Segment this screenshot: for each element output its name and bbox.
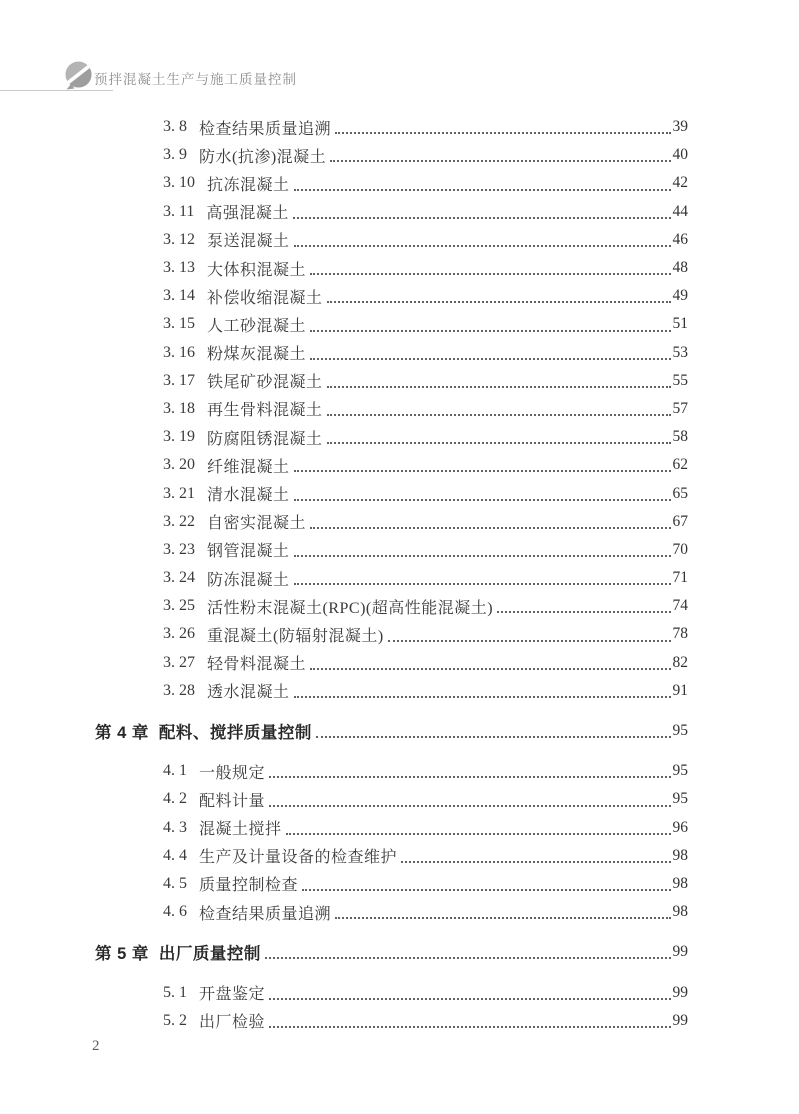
toc-entry-page: 42	[672, 174, 688, 192]
toc-list	[0, 113, 799, 1035]
toc-entry-title: 防水(抗渗)混凝土	[199, 148, 327, 166]
page-number: 2	[92, 1038, 100, 1054]
dot-leader	[294, 470, 671, 472]
toc-entry-title: 配料、搅拌质量控制	[158, 724, 312, 743]
toc-entry-page: 58	[672, 428, 688, 446]
dot-leader	[294, 189, 671, 191]
toc-entry-number: 3. 19	[163, 428, 195, 446]
toc-entry	[0, 978, 799, 1006]
dot-leader	[310, 668, 670, 670]
dot-leader	[294, 696, 671, 698]
toc-entry-number: 3. 27	[163, 653, 195, 671]
toc-entry-page: 95	[672, 762, 688, 780]
toc-entry-number: 4. 6	[163, 903, 187, 921]
toc-entry-page: 82	[672, 653, 688, 671]
toc-entry-number: 第 4 章	[95, 724, 149, 743]
toc-entry-page: 46	[672, 230, 688, 248]
toc-entry-page: 91	[672, 681, 688, 699]
toc-entry-number: 5. 2	[163, 1011, 187, 1029]
dot-leader	[294, 555, 671, 557]
toc-entry-page: 49	[672, 287, 688, 305]
toc-entry-number: 3. 20	[163, 456, 195, 474]
dot-leader	[327, 414, 671, 416]
toc-entry	[0, 226, 799, 254]
toc-entry	[0, 898, 799, 926]
toc-entry-number: 3. 13	[163, 259, 195, 277]
toc-entry-title: 配料计量	[199, 792, 266, 810]
toc-entry-number: 第 5 章	[95, 945, 149, 964]
toc-entry	[0, 395, 799, 423]
toc-entry-title: 自密实混凝土	[207, 515, 307, 533]
toc-entry-page: 99	[672, 1011, 688, 1029]
toc-entry-number: 4. 1	[163, 762, 187, 780]
toc-entry	[0, 282, 799, 310]
toc-entry-title: 质量控制检查	[199, 877, 299, 895]
toc-entry-number: 3. 14	[163, 287, 195, 305]
toc-entry-number: 3. 28	[163, 681, 195, 699]
toc-entry-page: 67	[672, 512, 688, 530]
toc-entry-title: 人工砂混凝土	[207, 317, 307, 335]
toc-entry	[0, 141, 799, 169]
toc-entry-page: 65	[672, 484, 688, 502]
toc-entry-number: 4. 3	[163, 818, 187, 836]
toc-entry-number: 3. 12	[163, 230, 195, 248]
toc-entry	[0, 1007, 799, 1035]
dot-leader	[401, 861, 670, 863]
dot-leader	[327, 386, 671, 388]
dot-leader	[335, 917, 670, 919]
toc-entry-title: 补偿收缩混凝土	[207, 289, 323, 307]
toc-entry-title: 大体积混凝土	[207, 261, 307, 279]
toc-entry-number: 3. 9	[163, 146, 187, 164]
toc-entry-number: 4. 2	[163, 790, 187, 808]
toc-entry-page: 99	[672, 943, 688, 961]
toc-entry	[0, 479, 799, 507]
dot-leader	[294, 499, 671, 501]
toc-entry-number: 3. 23	[163, 540, 195, 558]
toc-entry-number: 3. 18	[163, 399, 195, 417]
toc-entry-number: 3. 21	[163, 484, 195, 502]
toc-entry-page: 51	[672, 315, 688, 333]
dot-leader	[269, 805, 670, 807]
toc-entry-title: 再生骨料混凝土	[207, 402, 323, 420]
toc-entry-title: 活性粉末混凝土(RPC)(超高性能混凝土)	[207, 599, 494, 617]
dot-leader	[294, 583, 671, 585]
toc-entry-page: 40	[672, 146, 688, 164]
toc-entry	[0, 717, 799, 745]
running-head-book-title: 预拌混凝土生产与施工质量控制	[94, 72, 297, 87]
toc-entry-title: 出厂检验	[199, 1014, 266, 1032]
toc-entry	[0, 198, 799, 226]
toc-entry	[0, 842, 799, 870]
toc-entry	[0, 339, 799, 367]
toc-entry-page: 70	[672, 540, 688, 558]
toc-entry	[0, 367, 799, 395]
toc-entry-title: 泵送混凝土	[207, 233, 290, 251]
toc-entry-title: 混凝土搅拌	[199, 821, 282, 839]
toc-entry-page: 78	[672, 625, 688, 643]
dot-leader	[310, 330, 670, 332]
toc-entry	[0, 814, 799, 842]
toc-entry-title: 抗冻混凝土	[207, 176, 290, 194]
toc-entry-title: 轻骨料混凝土	[207, 656, 307, 674]
dot-leader	[269, 776, 670, 778]
toc-entry-title: 开盘鉴定	[199, 986, 266, 1004]
toc-entry-page: 96	[672, 818, 688, 836]
toc-entry-page: 57	[672, 399, 688, 417]
toc-entry-title: 透水混凝土	[207, 684, 290, 702]
dot-leader	[302, 889, 670, 891]
toc-entry-page: 62	[672, 456, 688, 474]
toc-entry-title: 出厂质量控制	[158, 945, 261, 964]
toc-entry-page: 53	[672, 343, 688, 361]
toc-entry-title: 检查结果质量追溯	[199, 905, 332, 923]
toc-entry-page: 71	[672, 569, 688, 587]
toc-entry-title: 防冻混凝土	[207, 571, 290, 589]
toc-entry-page: 39	[672, 118, 688, 136]
toc-entry-title: 铁尾矿砂混凝土	[207, 374, 323, 392]
dot-leader	[269, 998, 670, 1000]
dot-leader	[294, 245, 671, 247]
dot-leader	[310, 358, 670, 360]
toc-entry	[0, 169, 799, 197]
dot-leader	[330, 160, 670, 162]
toc-entry-page: 95	[672, 790, 688, 808]
toc-entry-page: 98	[672, 846, 688, 864]
toc-entry-page: 99	[672, 983, 688, 1001]
toc-entry-title: 防腐阻锈混凝土	[207, 430, 323, 448]
toc-entry	[0, 757, 799, 785]
toc-entry	[0, 254, 799, 282]
toc-entry-number: 3. 26	[163, 625, 195, 643]
toc-entry-number: 3. 11	[163, 202, 195, 220]
toc-entry	[0, 423, 799, 451]
toc-entry-number: 4. 4	[163, 846, 187, 864]
toc-entry-page: 98	[672, 903, 688, 921]
toc-entry	[0, 451, 799, 479]
toc-entry-number: 3. 24	[163, 569, 195, 587]
toc-entry-page: 48	[672, 259, 688, 277]
toc-entry	[0, 113, 799, 141]
toc-entry	[0, 592, 799, 620]
toc-entry-number: 3. 17	[163, 371, 195, 389]
toc-entry-page: 74	[672, 597, 688, 615]
toc-entry	[0, 677, 799, 705]
dot-leader	[269, 1026, 670, 1028]
toc-entry	[0, 620, 799, 648]
dot-leader	[316, 736, 671, 738]
toc-entry-number: 3. 22	[163, 512, 195, 530]
dot-leader	[327, 442, 671, 444]
dot-leader	[310, 273, 670, 275]
toc-entry-number: 3. 8	[163, 118, 187, 136]
publisher-logo-icon	[64, 60, 93, 91]
toc-entry-title: 检查结果质量追溯	[199, 120, 332, 138]
dot-leader	[388, 640, 671, 642]
toc-entry-page: 95	[672, 722, 688, 740]
toc-entry-page: 55	[672, 371, 688, 389]
toc-entry-number: 3. 16	[163, 343, 195, 361]
toc-entry	[0, 310, 799, 338]
toc-entry	[0, 508, 799, 536]
dot-leader	[286, 833, 671, 835]
toc-entry-title: 粉煤灰混凝土	[207, 346, 307, 364]
toc-entry-page: 98	[672, 874, 688, 892]
toc-entry	[0, 785, 799, 813]
toc-entry-title: 一般规定	[199, 764, 266, 782]
dot-leader	[327, 301, 671, 303]
toc-entry-number: 3. 10	[163, 174, 195, 192]
toc-entry-number: 5. 1	[163, 983, 187, 1001]
dot-leader	[497, 611, 670, 613]
dot-leader	[293, 217, 671, 219]
toc-entry-number: 3. 25	[163, 597, 195, 615]
toc-entry-title: 高强混凝土	[206, 205, 289, 223]
toc-entry-title: 钢管混凝土	[207, 543, 290, 561]
toc-entry-title: 清水混凝土	[207, 487, 290, 505]
dot-leader	[335, 132, 670, 134]
toc-entry	[0, 536, 799, 564]
dot-leader	[265, 957, 671, 959]
toc-entry-title: 纤维混凝土	[207, 458, 290, 476]
toc-entry	[0, 649, 799, 677]
toc-entry	[0, 938, 799, 966]
toc-entry-page: 44	[672, 202, 688, 220]
header-rule	[0, 90, 113, 91]
toc-entry-title: 生产及计量设备的检查维护	[199, 849, 398, 867]
toc-entry	[0, 564, 799, 592]
toc-entry	[0, 870, 799, 898]
toc-entry-number: 3. 15	[163, 315, 195, 333]
toc-entry-number: 4. 5	[163, 874, 187, 892]
dot-leader	[310, 527, 670, 529]
toc-entry-title: 重混凝土(防辐射混凝土)	[207, 627, 384, 645]
